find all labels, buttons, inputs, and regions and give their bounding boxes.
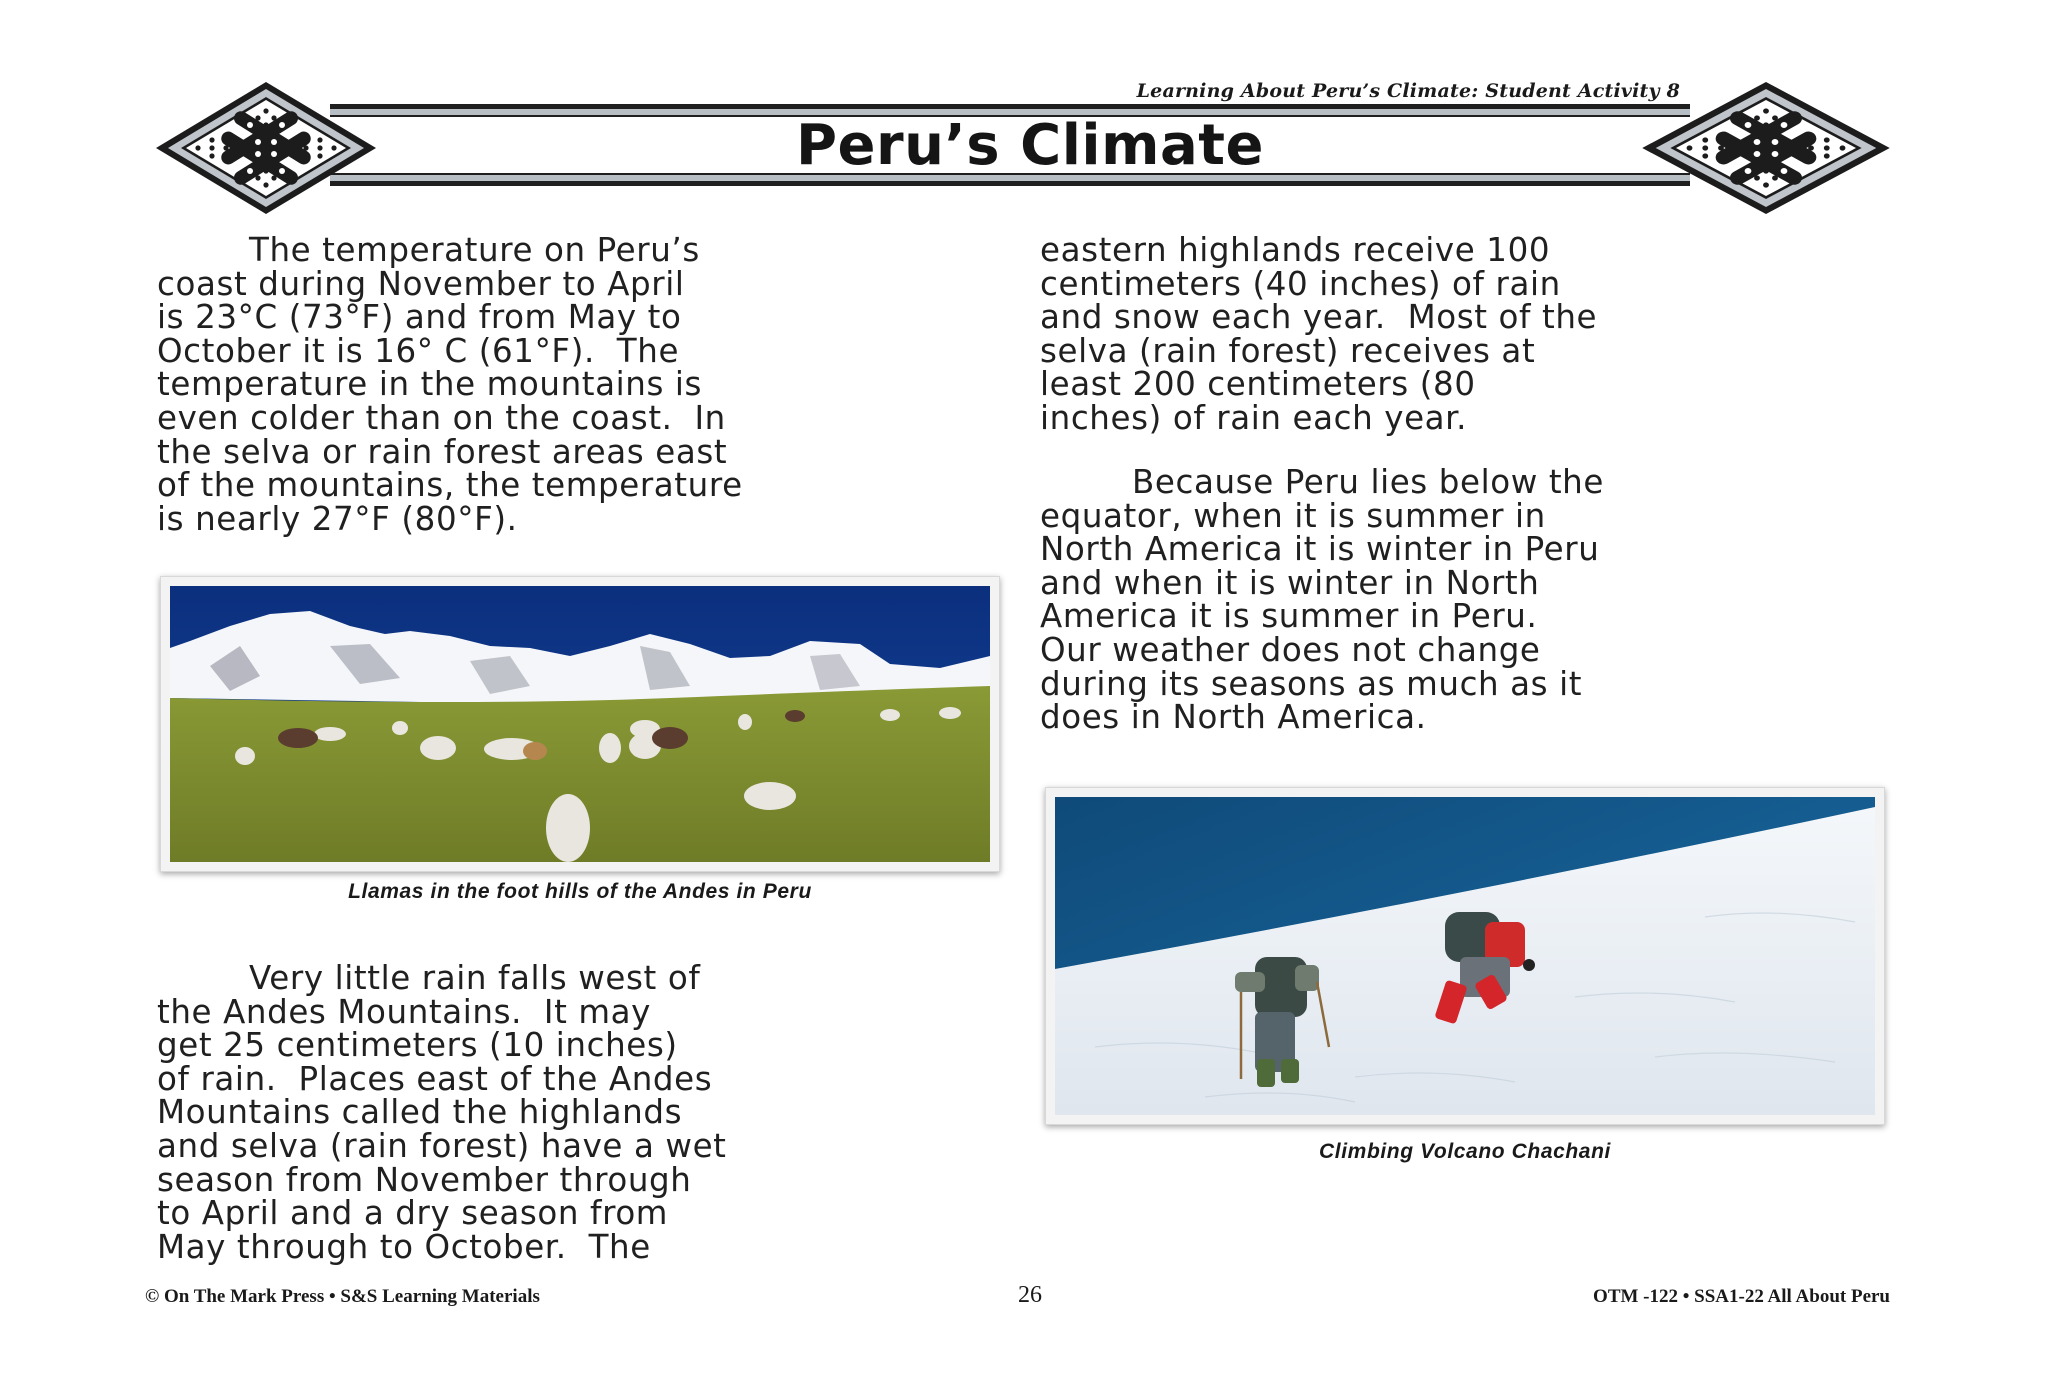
text-line: of rain. Places east of the Andes: [157, 1059, 713, 1098]
text-line: October it is 16° C (61°F). The: [157, 331, 680, 370]
text-line: Our weather does not change: [1040, 630, 1541, 669]
text-line: equator, when it is summer in: [1040, 496, 1546, 535]
left-paragraph-temperature: [157, 231, 743, 538]
text-line: the Andes Mountains. It may: [157, 992, 651, 1031]
text-line: eastern highlands receive 100: [1040, 231, 1551, 269]
text-line: least 200 centimeters (80: [1040, 365, 1476, 404]
right-paragraph-seasons: [1040, 463, 1604, 737]
footer-publisher: © On The Mark Press • S&S Learning Materials: [145, 1286, 540, 1307]
text-line: Mountains called the highlands: [157, 1093, 683, 1132]
diamond-ornament-icon: [154, 80, 378, 216]
photo-llamas: [160, 576, 1000, 872]
text-line: coast during November to April: [157, 264, 685, 303]
text-line: selva (rain forest) receives at: [1040, 331, 1536, 370]
text-line: even colder than on the coast. In: [157, 398, 726, 437]
left-paragraph-rainfall: [157, 959, 727, 1266]
text-line: Very little rain falls west of: [249, 959, 701, 997]
right-paragraph-highlands: [1040, 231, 1598, 437]
text-line: to April and a dry season from: [157, 1194, 669, 1233]
footer-product-code: OTM -122 • SSA1-22 All About Peru: [1593, 1286, 1890, 1307]
photo-climbers: [1045, 787, 1885, 1125]
figure-caption-climbers: Climbing Volcano Chachani: [1319, 1140, 1611, 1163]
text-line: The temperature on Peru’s: [249, 231, 700, 269]
activity-subheading: Learning About Peru’s Climate: Student Activity 8: [1136, 80, 1680, 102]
text-line: Because Peru lies below the: [1132, 463, 1604, 501]
text-line: and selva (rain forest) have a wet: [157, 1126, 727, 1165]
text-line: is 23°C (73°F) and from May to: [157, 298, 682, 337]
text-line: the selva or rain forest areas east: [157, 432, 728, 471]
text-line: season from November through: [157, 1160, 692, 1199]
text-line: temperature in the mountains is: [157, 365, 703, 404]
text-line: May through to October. The: [157, 1227, 651, 1266]
text-line: America it is summer in Peru.: [1040, 597, 1538, 636]
text-line: during its seasons as much as it: [1040, 664, 1583, 703]
text-line: and when it is winter in North: [1040, 563, 1540, 602]
text-line: does in North America.: [1040, 698, 1427, 737]
text-line: centimeters (40 inches) of rain: [1040, 264, 1561, 303]
text-line: get 25 centimeters (10 inches): [157, 1026, 678, 1065]
climbers-chachani-image: [1055, 797, 1875, 1115]
text-line: and snow each year. Most of the: [1040, 298, 1598, 337]
figure-caption-llamas: Llamas in the foot hills of the Andes in Peru: [348, 880, 812, 903]
text-line: is nearly 27°F (80°F).: [157, 499, 518, 538]
text-line: North America it is winter in Peru: [1040, 530, 1600, 569]
text-line: of the mountains, the temperature: [157, 466, 743, 505]
text-line: inches) of rain each year.: [1040, 398, 1468, 437]
page-number: 26: [1018, 1282, 1042, 1308]
page-title: Peru’s Climate: [796, 113, 1264, 178]
diamond-ornament-icon: [1640, 80, 1892, 216]
llamas-andes-image: [170, 586, 990, 862]
